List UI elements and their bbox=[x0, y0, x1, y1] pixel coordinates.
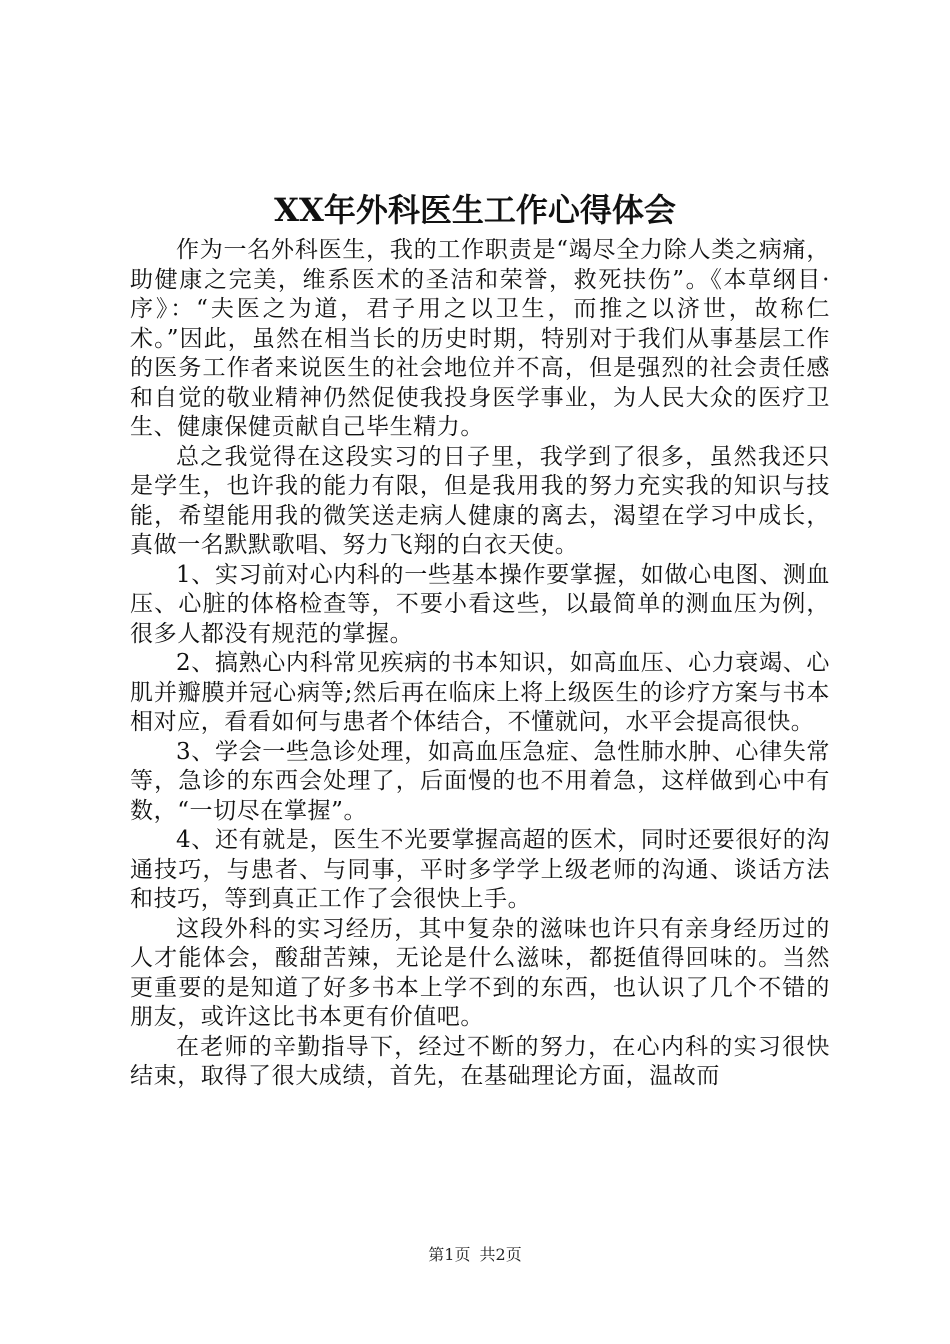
page-footer bbox=[0, 1244, 950, 1266]
paragraph-summary: 总之我觉得在这段实习的日子里，我学到了很多，虽然我还只是学生，也许我的能力有限，但是我用我的努力充实我的知识与技能，希望能用我的微笑送走病人健康的离去，渴望在学习中成长，真做一名默默歌唱、努力飞翔的白衣天使。 bbox=[130, 443, 830, 558]
paragraph-point-3: 3、学会一些急诊处理，如高血压急症、急性肺水肿、心律失常等，急诊的东西会处理了，后面慢的也不用着急，这样做到心中有数，“一切尽在掌握”。 bbox=[130, 738, 830, 824]
document-body bbox=[130, 236, 830, 1092]
paragraph-point-2: 2、搞熟心内科常见疾病的书本知识，如高血压、心力衰竭、心肌并瓣膜并冠心病等;然后再在临床上将上级医生的诊疗方案与书本相对应，看看如何与患者个体结合，不懂就问，水平会提高很快。 bbox=[130, 650, 830, 735]
paragraph-conclusion: 在老师的辛勤指导下，经过不断的努力，在心内科的实习很快结束，取得了很大成绩，首先，在基础理论方面，温故而 bbox=[130, 1033, 830, 1089]
paragraph-point-1: 1、实习前对心内科的一些基本操作要掌握，如做心电图、测血压、心脏的体格检查等，不要小看这些，以最简单的测血压为例，很多人都没有规范的掌握。 bbox=[130, 561, 830, 647]
paragraph-intro: 作为一名外科医生，我的工作职责是“竭尽全力除人类之病痛，助健康之完美，维系医术的圣洁和荣誉，救死扶伤”。《本草纲目·序》：“夫医之为道，君子用之以卫生，而推之以济世，故称仁术。”因此，虽然在相当长的历史时期，特别对于我们从事基层工作的医务工作者来说医生的社会地位并不高，但是强烈的社会责任感和自觉的敬业精神仍然促使我投身医学事业，为人民大众的医疗卫生、健康保健贡献自己毕生精力。 bbox=[130, 237, 830, 440]
page-number: 第1页 bbox=[428, 1245, 471, 1264]
page-total: 共2页 bbox=[479, 1245, 522, 1264]
document-title: XX年外科医生工作心得体会 bbox=[274, 191, 676, 229]
paragraph-point-4: 4、还有就是，医生不光要掌握高超的医术，同时还要很好的沟通技巧，与患者、与同事，平时多学学上级老师的沟通、谈话方法和技巧，等到真正工作了会很快上手。 bbox=[130, 827, 830, 912]
paragraph-experience: 这段外科的实习经历，其中复杂的滋味也许只有亲身经历过的人才能体会，酸甜苦辣，无论是什么滋味，都挺值得回味的。当然更重要的是知道了好多书本上学不到的东西，也认识了几个不错的朋友，或许这比书本更有价值吧。 bbox=[130, 915, 830, 1030]
